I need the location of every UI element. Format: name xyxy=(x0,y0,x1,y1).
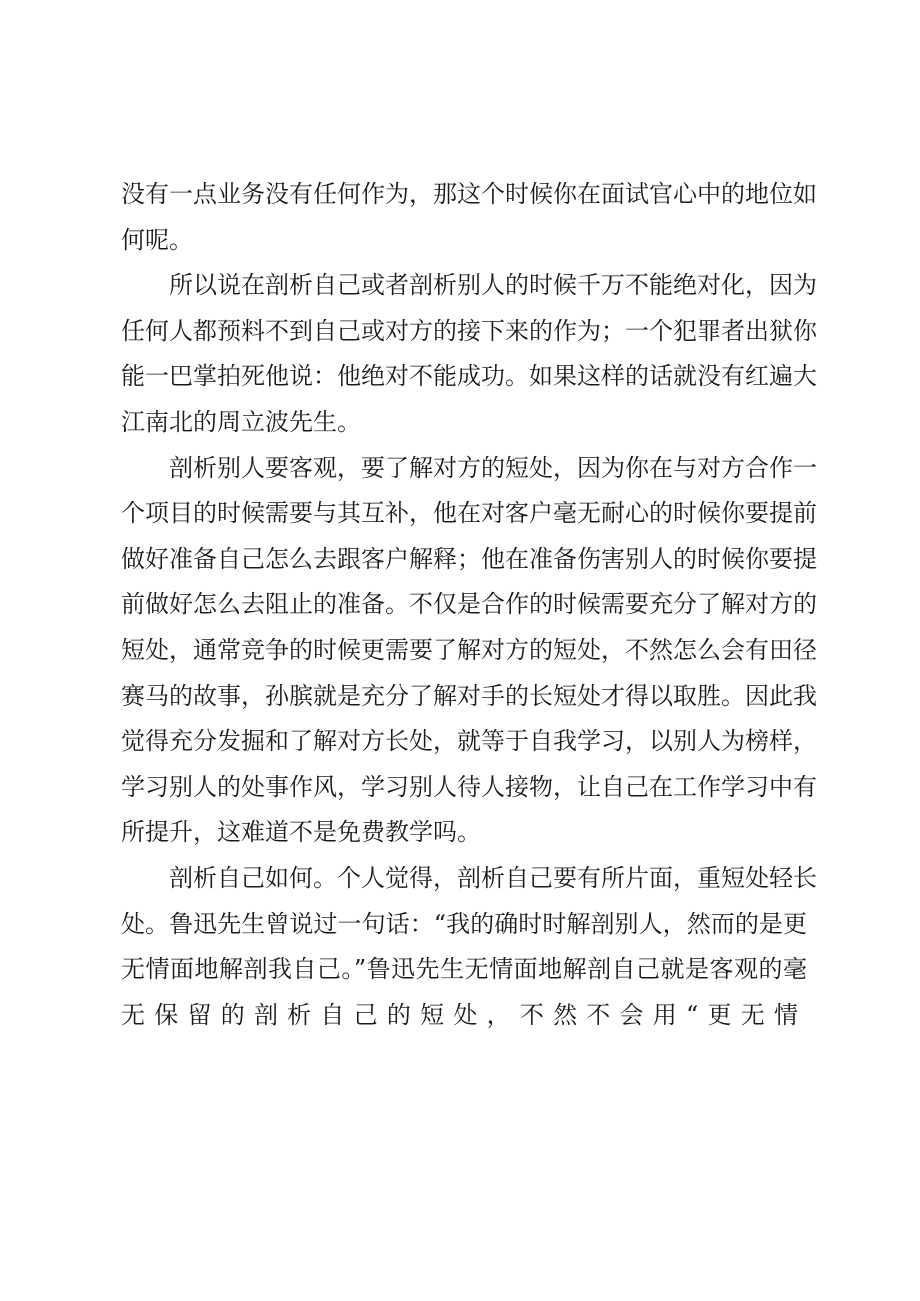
paragraph-3-line-9: 所提升，这难道不是免费教学吗。 xyxy=(121,818,481,847)
paragraph-4-line-1: 剖析自己如何。个人觉得，剖析自己要有所片面，重短处轻长 xyxy=(169,863,817,892)
body-text xyxy=(121,172,817,1038)
paragraph-4-line-4: 无保留的剖析自己的短处，不然不会用“更无情 xyxy=(121,1000,807,1029)
paragraph-4-line-2: 处。鲁迅先生曾说过一句话：“我的确时时解剖别人，然而的是更 xyxy=(121,909,807,938)
paragraph-3-line-7: 觉得充分发掘和了解对方长处，就等于自我学习，以别人为榜样， xyxy=(121,727,817,756)
paragraph-3-line-3: 做好准备自己怎么去跟客户解释；他在准备伤害别人的时候你要提 xyxy=(121,544,817,573)
paragraph-3-line-4: 前做好怎么去阻止的准备。不仅是合作的时候需要充分了解对方的 xyxy=(121,590,817,619)
paragraph-1-line-2: 何呢。 xyxy=(121,225,193,254)
paragraph-2-line-3: 能一巴掌拍死他说：他绝对不能成功。如果这样的话就没有红遍大 xyxy=(121,362,817,391)
paragraph-3-line-2: 个项目的时候需要与其互补，他在对客户毫无耐心的时候你要提前 xyxy=(121,499,817,528)
paragraph-4-line-3: 无情面地解剖我自己。”鲁迅先生无情面地解剖自己就是客观的毫 xyxy=(121,955,807,984)
paragraph-2-line-1: 所以说在剖析自己或者剖析别人的时候千万不能绝对化，因为 xyxy=(169,271,817,300)
paragraph-2-line-4: 江南北的周立波先生。 xyxy=(121,407,361,436)
paragraph-3-line-8: 学习别人的处事作风，学习别人待人接物，让自己在工作学习中有 xyxy=(121,772,817,801)
paragraph-1-line-1: 没有一点业务没有任何作为，那这个时候你在面试官心中的地位如 xyxy=(121,180,817,208)
paragraph-3-line-6: 赛马的故事，孙膑就是充分了解对手的长短处才得以取胜。因此我 xyxy=(121,681,817,710)
paragraph-3-line-5: 短处，通常竞争的时候更需要了解对方的短处，不然怎么会有田径 xyxy=(121,635,817,664)
paragraph-3-line-1: 剖析别人要客观，要了解对方的短处，因为你在与对方合作一 xyxy=(169,453,817,482)
paragraph-2-line-2: 任何人都预料不到自己或对方的接下来的作为；一个犯罪者出狱你 xyxy=(121,316,817,345)
